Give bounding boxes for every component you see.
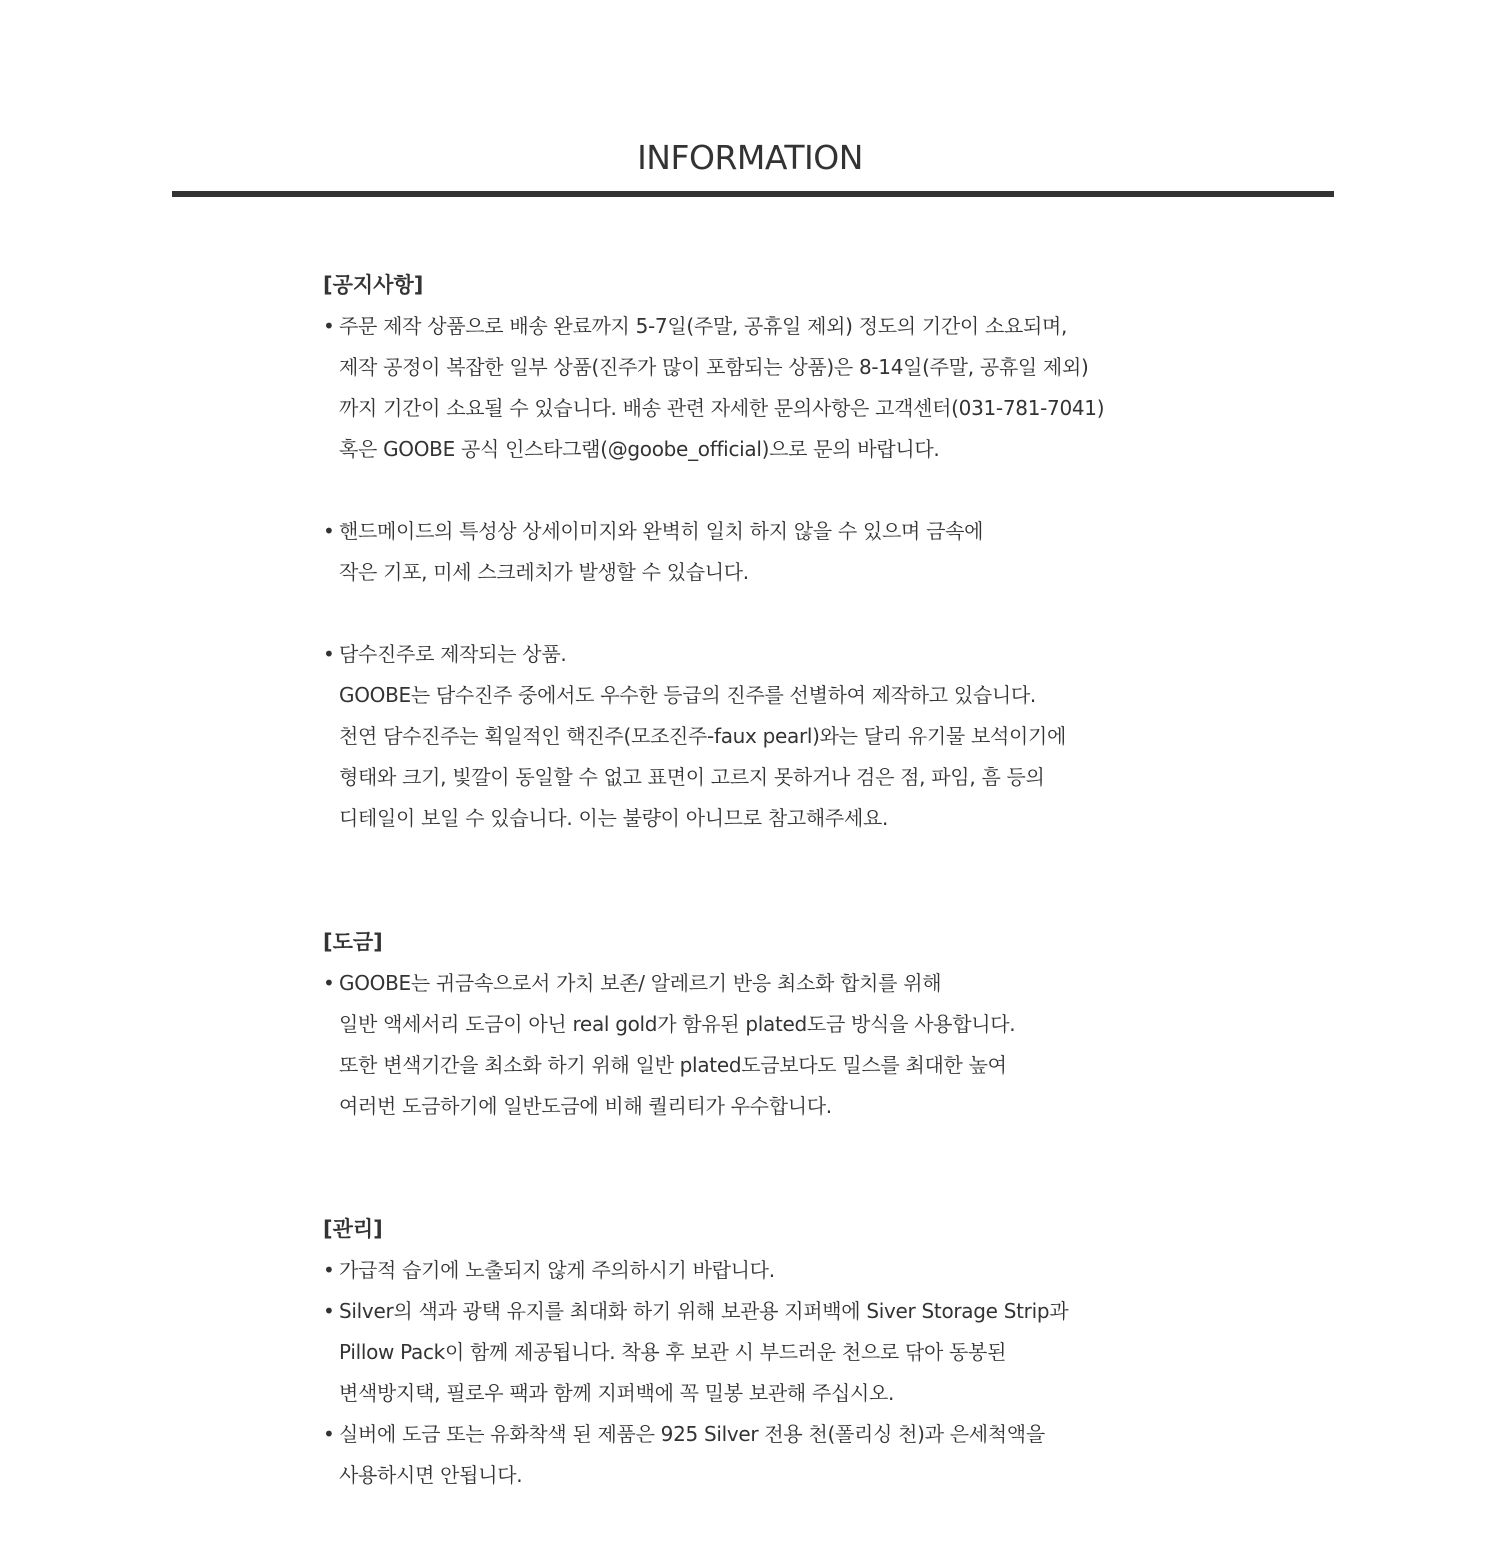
notice-line: 제작 공정이 복잡한 일부 상품(진주가 많이 포함되는 상품)은 8-14일(주말, 공휴일 제외) bbox=[339, 355, 1089, 379]
notice-line: 담수진주로 제작되는 상품. bbox=[339, 642, 567, 666]
bullet-icon: • bbox=[323, 519, 335, 543]
notice-line: 핸드메이드의 특성상 상세이미지와 완벽히 일치 하지 않을 수 있으며 금속에 bbox=[339, 519, 984, 543]
care-line: 실버에 도금 또는 유화착색 된 제품은 925 Silver 전용 천(폴리싱 천)과 은세척액을 bbox=[339, 1422, 1045, 1446]
section-heading-care: [관리] bbox=[323, 1217, 383, 1241]
notice-bullet-pearl bbox=[323, 639, 566, 669]
notice-line: 형태와 크기, 빛깔이 동일할 수 없고 표면이 고르지 못하거나 검은 점, 파임, 흠 등의 bbox=[339, 765, 1045, 789]
notice-line: GOOBE는 담수진주 중에서도 우수한 등급의 진주를 선별하여 제작하고 있습니다. bbox=[339, 683, 1036, 707]
bullet-icon: • bbox=[323, 1422, 335, 1446]
care-line: 변색방지택, 필로우 팩과 함께 지퍼백에 꼭 밀봉 보관해 주십시오. bbox=[339, 1381, 895, 1405]
page-title: INFORMATION bbox=[637, 138, 863, 177]
care-bullet-storage bbox=[323, 1296, 1068, 1326]
title-divider bbox=[172, 191, 1334, 197]
notice-line: 디테일이 보일 수 있습니다. 이는 불량이 아니므로 참고해주세요. bbox=[339, 806, 889, 830]
care-bullet-moisture bbox=[323, 1255, 775, 1285]
plating-line: GOOBE는 귀금속으로서 가치 보존/ 알레르기 반응 최소화 합치를 위해 bbox=[339, 971, 942, 995]
care-line: Silver의 색과 광택 유지를 최대화 하기 위해 보관용 지퍼백에 Siver Storage Strip과 bbox=[339, 1299, 1069, 1323]
notice-line: 천연 담수진주는 획일적인 핵진주(모조진주-faux pearl)와는 달리 유기물 보석이기에 bbox=[339, 724, 1067, 748]
care-line: 가급적 습기에 노출되지 않게 주의하시기 바랍니다. bbox=[339, 1258, 775, 1282]
notice-line: 까지 기간이 소요될 수 있습니다. 배송 관련 자세한 문의사항은 고객센터(031-781-7041) bbox=[339, 396, 1105, 420]
notice-line: 작은 기포, 미세 스크레치가 발생할 수 있습니다. bbox=[339, 560, 749, 584]
notice-bullet-delivery bbox=[323, 311, 1067, 341]
notice-bullet-handmade bbox=[323, 516, 983, 546]
notice-line: 혹은 GOOBE 공식 인스타그램(@goobe_official)으로 문의 바랍니다. bbox=[339, 437, 940, 461]
section-heading-plating: [도금] bbox=[323, 930, 383, 954]
plating-line: 여러번 도금하기에 일반도금에 비해 퀄리티가 우수합니다. bbox=[339, 1094, 832, 1118]
section-heading-notice: [공지사항] bbox=[323, 273, 424, 297]
plating-line: 또한 변색기간을 최소화 하기 위해 일반 plated도금보다도 밀스를 최대한 높여 bbox=[339, 1053, 1007, 1077]
care-line: 사용하시면 안됩니다. bbox=[339, 1463, 523, 1487]
bullet-icon: • bbox=[323, 971, 335, 995]
bullet-icon: • bbox=[323, 314, 335, 338]
bullet-icon: • bbox=[323, 1299, 335, 1323]
care-line: Pillow Pack이 함께 제공됩니다. 착용 후 보관 시 부드러운 천으로 닦아 동봉된 bbox=[339, 1340, 1007, 1364]
bullet-icon: • bbox=[323, 642, 335, 666]
notice-line: 주문 제작 상품으로 배송 완료까지 5-7일(주말, 공휴일 제외) 정도의 기간이 소요되며, bbox=[339, 314, 1068, 338]
plating-bullet bbox=[323, 968, 941, 998]
plating-line: 일반 액세서리 도금이 아닌 real gold가 함유된 plated도금 방식을 사용합니다. bbox=[339, 1012, 1016, 1036]
care-bullet-cleaning bbox=[323, 1419, 1045, 1449]
bullet-icon: • bbox=[323, 1258, 335, 1282]
